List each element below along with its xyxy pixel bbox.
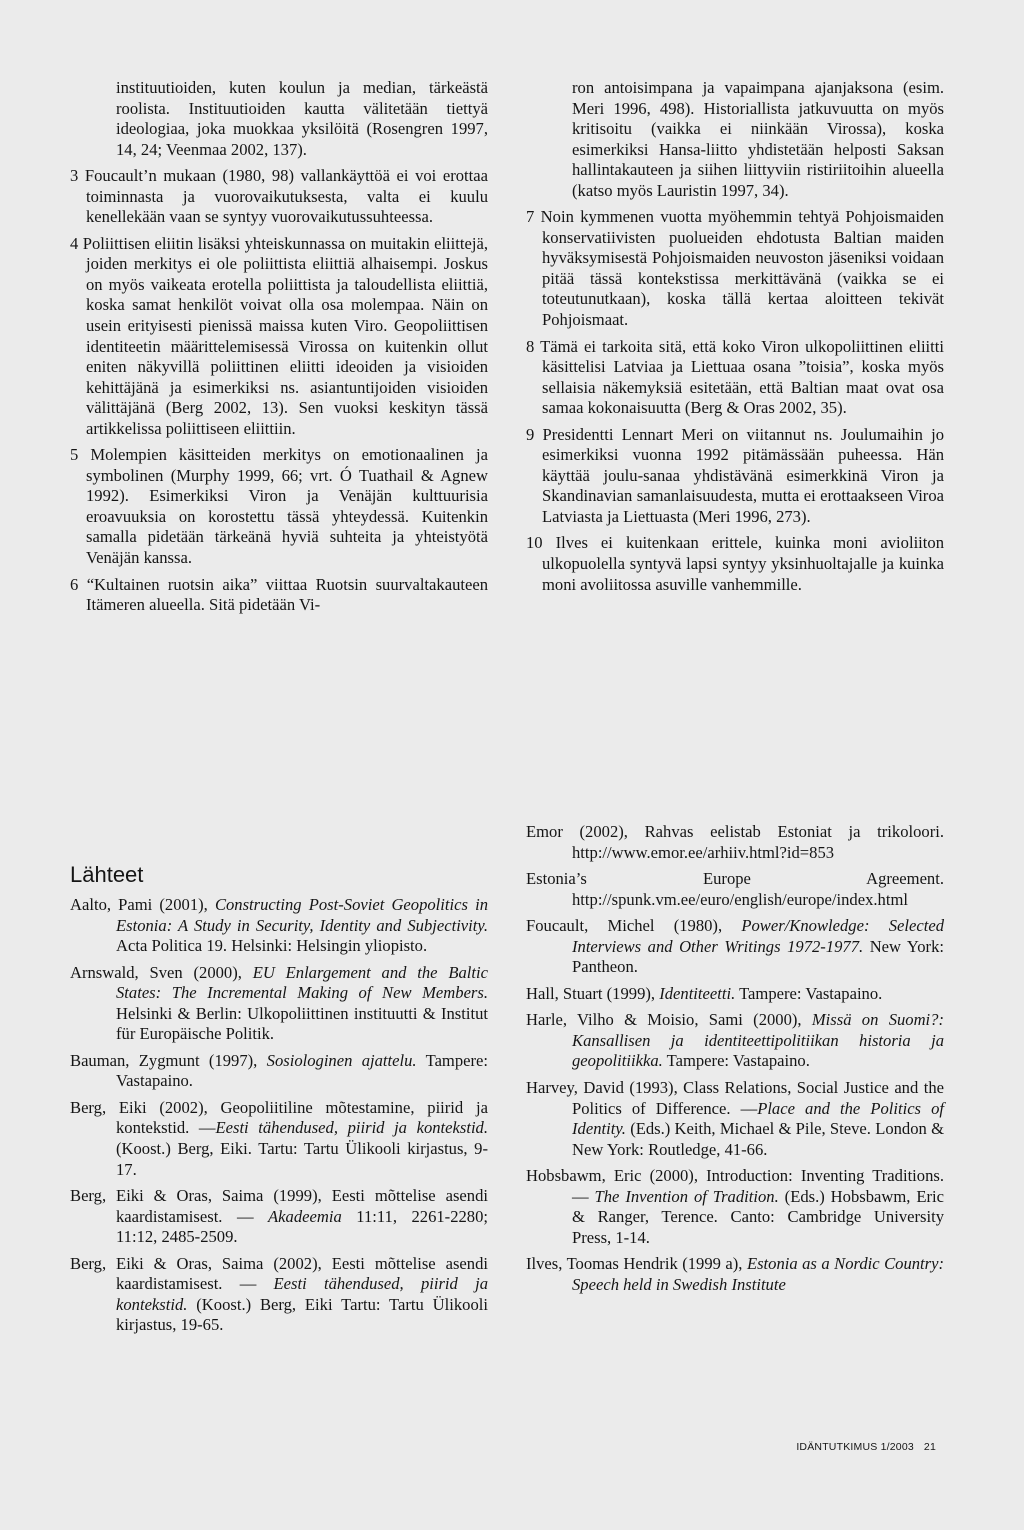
notes-right-column	[526, 78, 944, 601]
note-number: 4	[70, 233, 79, 253]
ref-text: Berg, Eiki & Oras, Saima (2002), Eesti mõttelise asendi kaardistamisest. —	[70, 1253, 488, 1294]
note-10	[526, 533, 944, 595]
journal-name: IDÄNTUTKIMUS 1/2003	[796, 1441, 914, 1453]
note-text: Poliittisen eliitin lisäksi yhteiskunnassa on muitakin eliittejä, joiden merkitys ei ole poliittista eliittiä alhaisempi. Joskus on myös vaikeata erotella poliittista ja taloudellista eliittiä, koska samat henkilöt voivat olla osa molempaa. Näin on usein erityisesti pienissä maissa kuten Viro. Geopoliittisen identiteetin määrittelemisessä Virossa on kuitenkin ollut eniten näkyvillä poliittinen eliitti ideoiden ja visioiden kehittäjänä ja esimerkiksi ns. asiantuntijoiden visioiden välittäjänä (Berg 2002, 13). Sen vuoksi keskityn tässä artikkelissa poliittiseen eliittiin.	[82, 233, 488, 438]
ref-title: Sosiologinen ajattelu.	[266, 1050, 417, 1070]
ref-text: Hall, Stuart (1999),	[526, 983, 660, 1003]
note-number: 6	[70, 574, 79, 594]
reference-item	[526, 984, 944, 1005]
page-footer	[796, 1441, 936, 1453]
note-number: 7	[526, 207, 535, 227]
note-text: “Kultainen ruotsin aika” viittaa Ruotsin suurvaltakauteen Itämeren alueella. Sitä pidetään Vi-	[86, 574, 488, 615]
ref-text: Foucault, Michel (1980),	[526, 916, 742, 936]
ref-text: New York: Pantheon.	[572, 936, 944, 977]
ref-text: (Eds.) Keith, Michael & Pile, Steve. London & New York: Routledge, 41-66.	[572, 1119, 944, 1159]
ref-text: Acta Politica 19. Helsinki: Helsingin yliopisto.	[116, 936, 428, 956]
ref-title: Identiteetti.	[659, 983, 736, 1003]
ref-text: 11:11, 2261-2280; 11:12, 2485-2509.	[116, 1206, 488, 1247]
ref-text: (Koost.) Berg, Eiki Tartu: Tartu Ülikooli kirjastus, 19-65.	[116, 1294, 488, 1335]
note-text: Ilves ei kuitenkaan erittele, kuinka moni avioliiton ulkopuolella syntyvä lapsi syntyy yksinhuoltajalle ja kuinka moni avoliitossa asuville vanhemmille.	[542, 533, 944, 594]
ref-text: Emor (2002), Rahvas eelistab Estoniat ja trikoloori. http://www.emor.ee/arhiiv.html?id=853	[526, 822, 944, 862]
ref-text: Helsinki & Berlin: Ulkopoliittinen instituutti & Institut für Europäische Politik.	[116, 1003, 488, 1044]
ref-title: Missä on Suomi?: Kansallisen ja identiteettipolitiikan historia ja geopolitiikka.	[572, 1010, 944, 1071]
notes-left-column	[70, 78, 488, 622]
ref-title: Constructing Post-Soviet Geopolitics in Estonia: A Study in Security, Identity and Subjectivity.	[116, 895, 488, 935]
reference-item	[70, 963, 488, 1045]
ref-text: Harle, Vilho & Moisio, Sami (2000),	[526, 1010, 812, 1030]
reference-item	[70, 1051, 488, 1092]
note-number: 3	[70, 166, 79, 186]
ref-text: Tampere: Vastapaino.	[662, 1051, 810, 1071]
note-9	[526, 425, 944, 528]
note-5	[70, 445, 488, 568]
note-6	[70, 575, 488, 616]
ref-text: Bauman, Zygmunt (1997),	[70, 1050, 267, 1070]
reference-item	[526, 1010, 944, 1072]
ref-title: Akadeemia	[268, 1206, 342, 1226]
note-number: 10	[526, 533, 543, 553]
reference-item	[526, 1254, 944, 1295]
ref-text: Hobsbawm, Eric (2000), Introduction: Inventing Traditions. —	[526, 1166, 944, 1206]
note-continuation: ron antoisimpana ja vapaimpana ajanjaksona (esim. Meri 1996, 498). Historiallista jatkuvuutta on myös kritisoitu (vaikka ei niinkään Virossa), koska esimerkiksi Hansa-liitto yhdistetään helposti Saksan hallintakauteen ja siihen liittyviin ristiriitoihin alueella (katso myös Lauristin 1997, 34).	[572, 78, 944, 200]
ref-text: (Koost.) Berg, Eiki. Tartu: Tartu Ülikooli kirjastus, 9-17.	[116, 1139, 488, 1179]
ref-text: Estonia’s Europe Agreement. http://spunk.vm.ee/euro/english/europe/index.html	[526, 869, 944, 909]
ref-title: Estonia as a Nordic Country: Speech held in Swedish Institute	[572, 1254, 945, 1294]
ref-title: The Invention of Tradition.	[594, 1186, 779, 1206]
reference-item	[70, 895, 488, 957]
note-text: Presidentti Lennart Meri on viitannut ns. Joulumaihin jo esimerkiksi vuonna 1992 pitämässään puheessa. Hän käyttää joulu-sanaa yhdistävänä esimerkkinä Viron ja Skandinavian samanlaisuudesta, mutta ei erottaakseen Viroa Latviasta ja Liettuasta (Meri 1996, 273).	[542, 424, 945, 526]
reference-item	[526, 869, 944, 910]
note-number: 5	[70, 445, 79, 465]
note-number: 8	[526, 336, 535, 356]
ref-title: Power/Knowledge: Selected Interviews and Other Writings 1972-1977.	[572, 916, 945, 956]
ref-text: Berg, Eiki (2002), Geopoliitiline mõtestamine, piirid ja kontekstid. —	[70, 1097, 488, 1138]
references-right-column	[526, 822, 944, 1301]
reference-item	[526, 1078, 944, 1160]
ref-text: Tampere: Vastapaino.	[116, 1050, 488, 1091]
ref-title: Eesti tähendused, piirid ja kontekstid.	[116, 1274, 488, 1314]
reference-item	[526, 1166, 944, 1248]
note-text: Tämä ei tarkoita sitä, että koko Viron ulkopoliittinen eliitti käsittelisi Latviaa ja Liettuaa osana ”toisia”, koska myös sellaisia näkemyksiä esitetään, että Baltian maat ovat osa samaa kokonaisuutta (Berg & Oras 2002, 35).	[540, 336, 944, 418]
references-left-column	[70, 895, 488, 1342]
ref-text: Ilves, Toomas Hendrik (1999 a),	[526, 1254, 747, 1274]
note-number: 9	[526, 424, 535, 444]
ref-text: Arnswald, Sven (2000),	[70, 962, 253, 982]
ref-text: Aalto, Pami (2001),	[70, 895, 215, 914]
ref-text: Harvey, David (1993), Class Relations, Social Justice and the Politics of Difference. —	[526, 1078, 944, 1118]
note-4	[70, 234, 488, 439]
reference-item	[70, 1186, 488, 1248]
ref-title: Place and the Politics of Identity.	[572, 1098, 944, 1139]
references-heading: Lähteet	[70, 862, 144, 887]
note-text: Foucault’n mukaan (1980, 98) vallankäyttöä ei voi erottaa toiminnasta ja vuorovaikutuksesta, valta ei kuulu kenellekään vaan se syntyy vuorovaikutussuhteessa.	[84, 166, 488, 227]
reference-item	[526, 822, 944, 863]
reference-item	[70, 1098, 488, 1180]
reference-item	[70, 1254, 488, 1336]
ref-text: Tampere: Vastapaino.	[735, 983, 883, 1003]
ref-title: EU Enlargement and the Baltic States: The Incremental Making of New Members.	[116, 962, 488, 1003]
note-8	[526, 337, 944, 419]
note-text: Molempien käsitteiden merkitys on emotionaalinen ja symbolinen (Murphy 1999, 66; vrt. Ó Tuathail & Agnew 1992). Esimerkiksi Viron ja Venäjän kulttuurisia eroavuuksia on korostettu tässä yhteydessä. Kuitenkin samalla pidetään tärkeänä hyviä suhteita ja yhteistyötä Venäjän kanssa.	[86, 445, 488, 568]
page-number: 21	[923, 1441, 936, 1453]
reference-item	[526, 916, 944, 978]
note-3	[70, 166, 488, 228]
ref-title: Eesti tähendused, piirid ja kontekstid.	[215, 1118, 488, 1138]
note-text: Noin kymmenen vuotta myöhemmin tehtyä Pohjoismaiden konservatiivisten puolueiden ehdotusta Baltian maiden hyväksymisestä Pohjoismaiden neuvoston jäseniksi voidaan pitää tässä kontekstissa merkittävänä (vaikka se ei toteutunutkaan), koska tällä kertaa aloitteen tekivät Pohjoismaat.	[540, 207, 944, 330]
ref-text: Berg, Eiki & Oras, Saima (1999), Eesti mõttelise asendi kaardistamisest. —	[70, 1186, 488, 1226]
ref-text: (Eds.) Hobsbawm, Eric & Ranger, Terence. Canto: Cambridge University Press, 1-14.	[572, 1186, 944, 1247]
note-7	[526, 207, 944, 330]
note-continuation: instituutioiden, kuten koulun ja median, tärkeästä roolista. Instituutioiden kautta välitetään tiettyä ideologiaa, joka muokkaa yksilöitä (Rosengren 1997, 14, 24; Veenmaa 2002, 137).	[116, 78, 488, 159]
